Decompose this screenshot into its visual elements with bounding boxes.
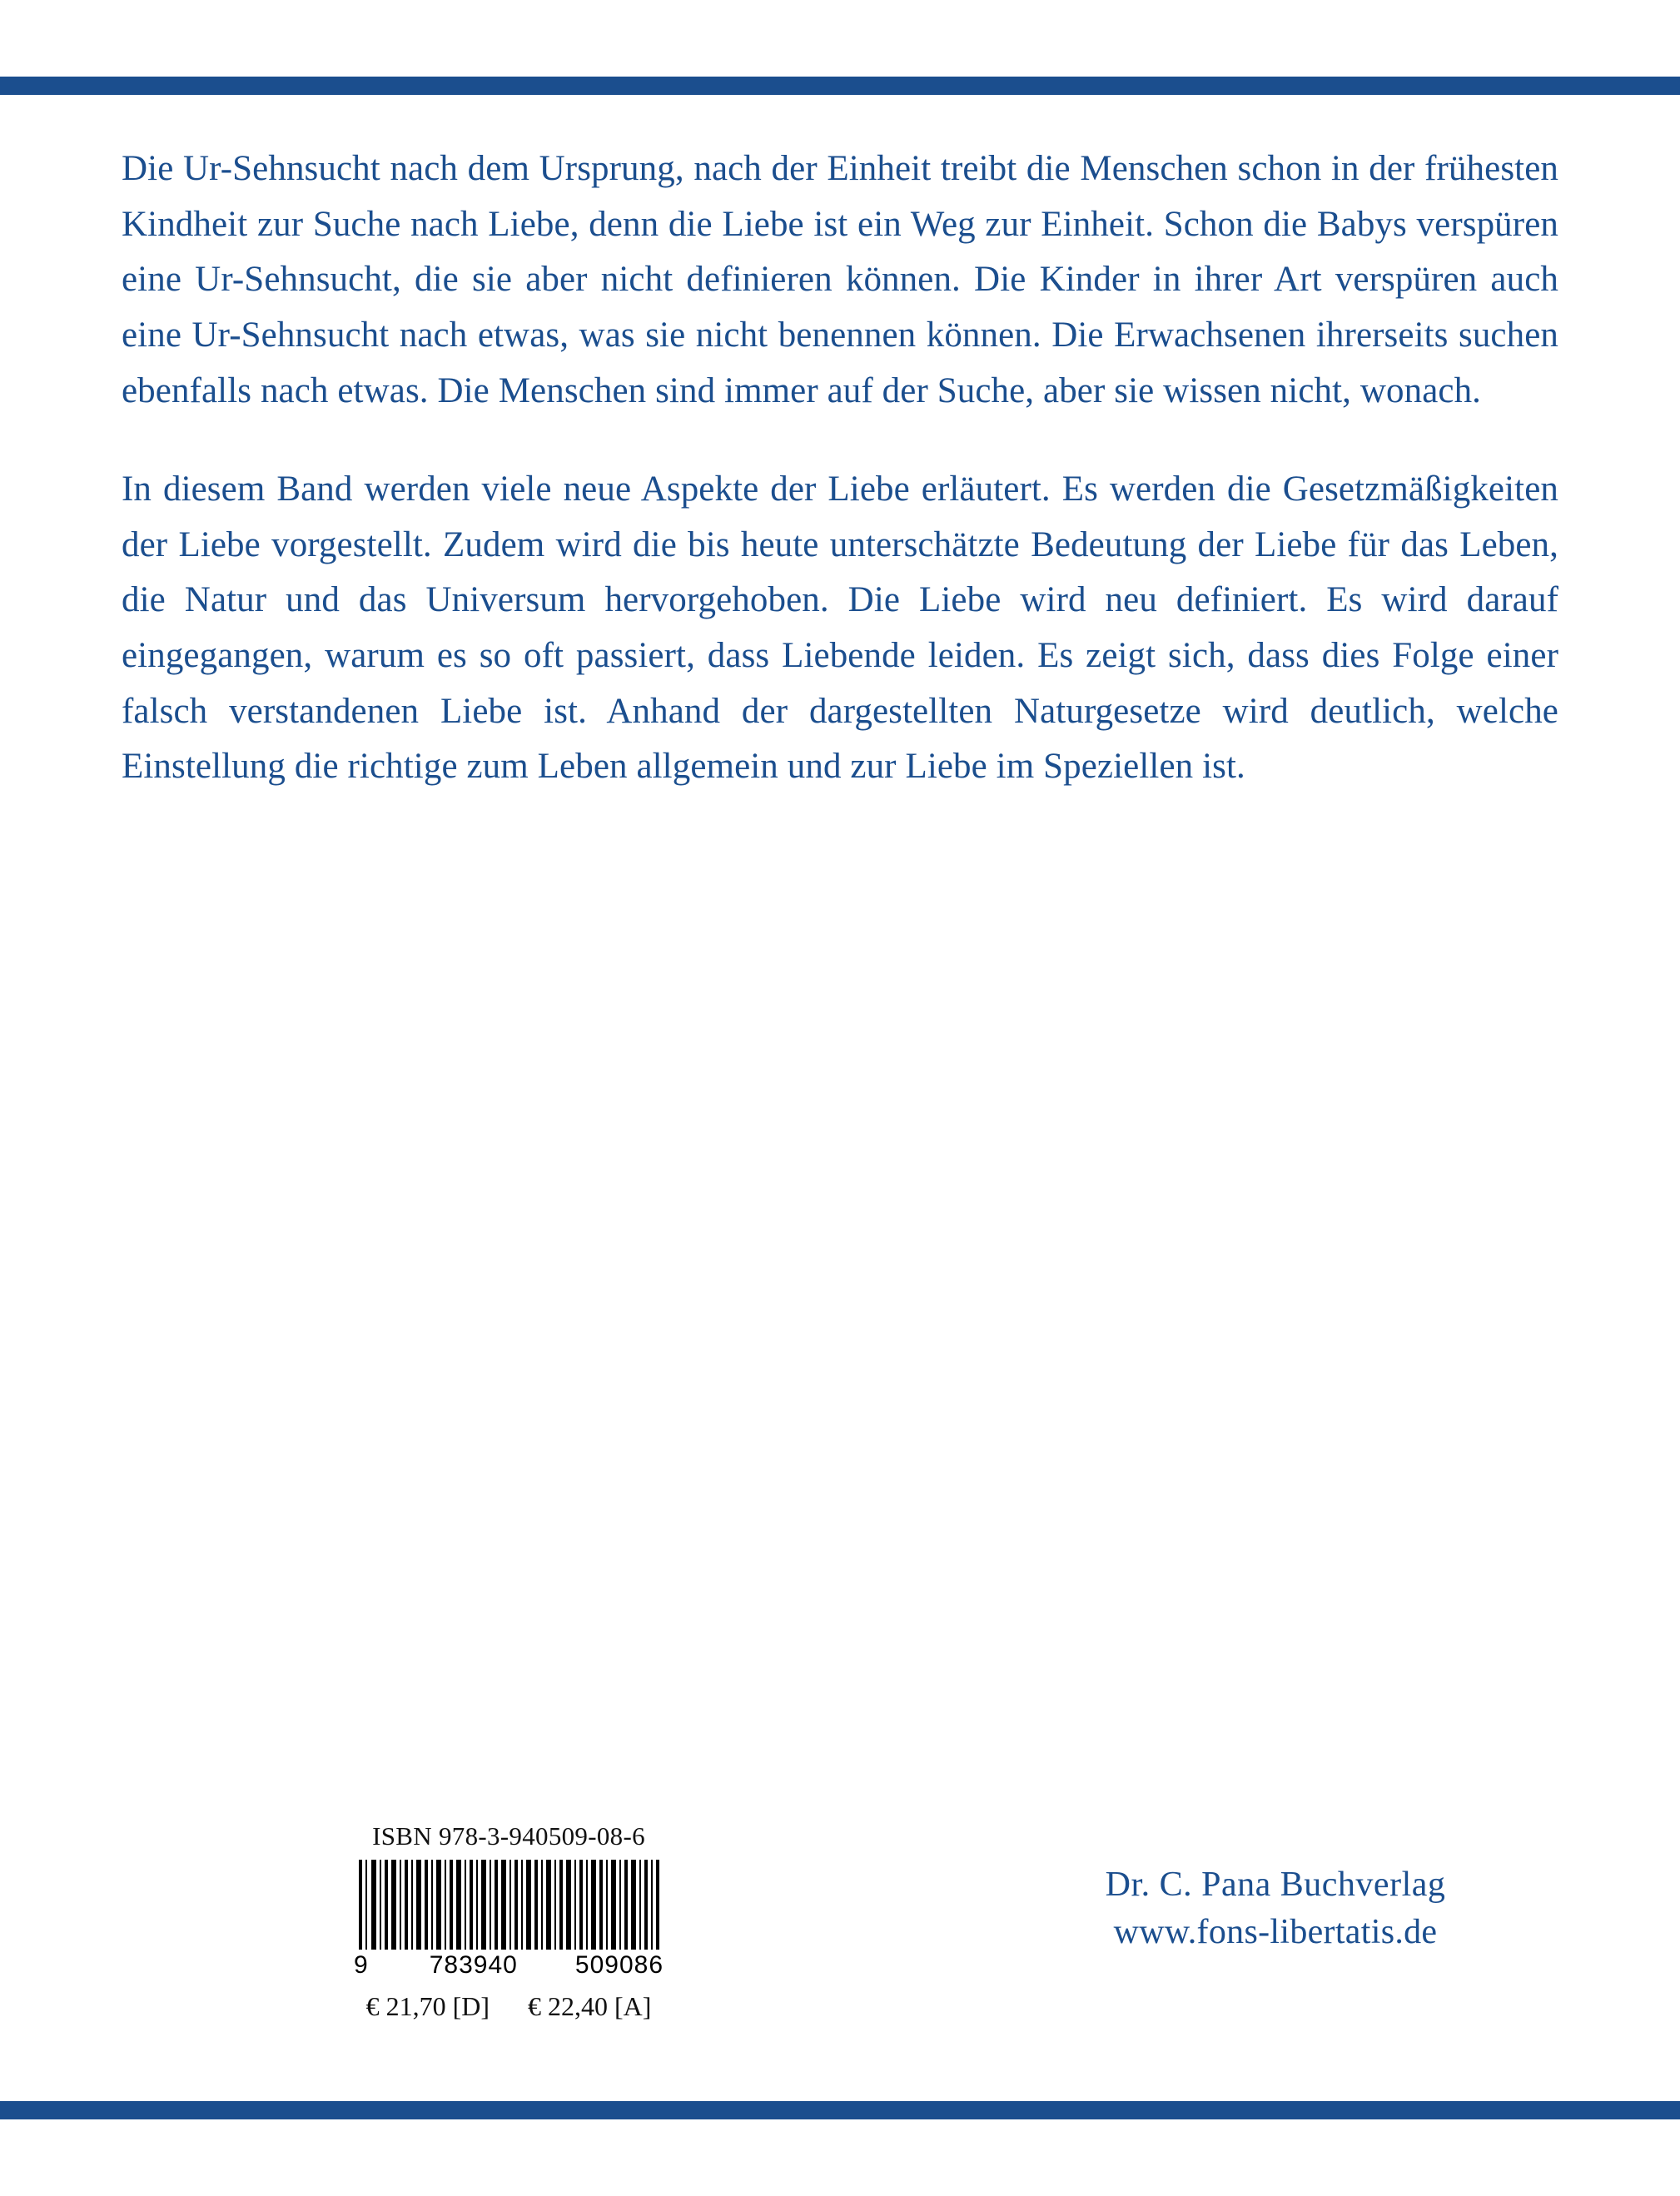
- barcode-digit-group-2: 509086: [574, 1951, 664, 1979]
- cover-footer: [122, 1821, 1558, 2030]
- barcode-bars: [354, 1860, 664, 1950]
- blurb-container: [122, 142, 1558, 838]
- publisher-block: [1017, 1861, 1533, 1955]
- blurb-paragraph-2: In diesem Band werden viele neue Aspekte der Liebe erläutert. Es werden die Gesetzmäßigkeiten der Liebe vorgestellt. Zudem wird die bis heute unterschätzte Bedeutung der Liebe für das Leben, die Natur und das Universum hervorgehoben. Die Liebe wird neu definiert. Es wird darauf eingegangen, warum es so oft passiert, dass Liebende leiden. Es zeigt sich, dass dies Folge einer falsch verstandenen Liebe ist. Anhand der dargestellten Naturgesetze wird deutlich, welche Einstellung die richtige zum Leben allgemein und zur Liebe im Speziellen ist.: [122, 470, 1558, 787]
- publisher-name: Dr. C. Pana Buchverlag: [1105, 1866, 1446, 1904]
- price-row: [330, 1991, 688, 2022]
- isbn-block: [330, 1821, 688, 2022]
- barcode-left-digit: 9: [354, 1951, 369, 1979]
- barcode-digit-group-1: 783940: [429, 1951, 518, 1979]
- isbn-label: ISBN 978-3-940509-08-6: [372, 1821, 645, 1851]
- bottom-rule: [0, 2101, 1680, 2119]
- price-germany: € 21,70 [D]: [365, 1991, 490, 2021]
- price-austria: € 22,40 [A]: [528, 1991, 652, 2021]
- top-rule: [0, 77, 1680, 95]
- barcode-image: [354, 1860, 664, 1950]
- publisher-url[interactable]: www.fons-libertatis.de: [1113, 1912, 1438, 1951]
- barcode-digits: [354, 1951, 664, 1980]
- blurb-paragraph-1: Die Ur-Sehnsucht nach dem Ursprung, nach der Einheit treibt die Menschen schon in der frühesten Kindheit zur Suche nach Liebe, denn die Liebe ist ein Weg zur Einheit. Schon die Babys verspüren eine Ur-Sehnsucht, die sie aber nicht definieren können. Die Kinder in ihrer Art verspüren auch eine Ur-Sehnsucht nach etwas, was sie nicht benennen können. Die Erwachsenen ihrerseits suchen ebenfalls nach etwas. Die Menschen sind immer auf der Suche, aber sie wissen nicht, wonach.: [122, 149, 1558, 410]
